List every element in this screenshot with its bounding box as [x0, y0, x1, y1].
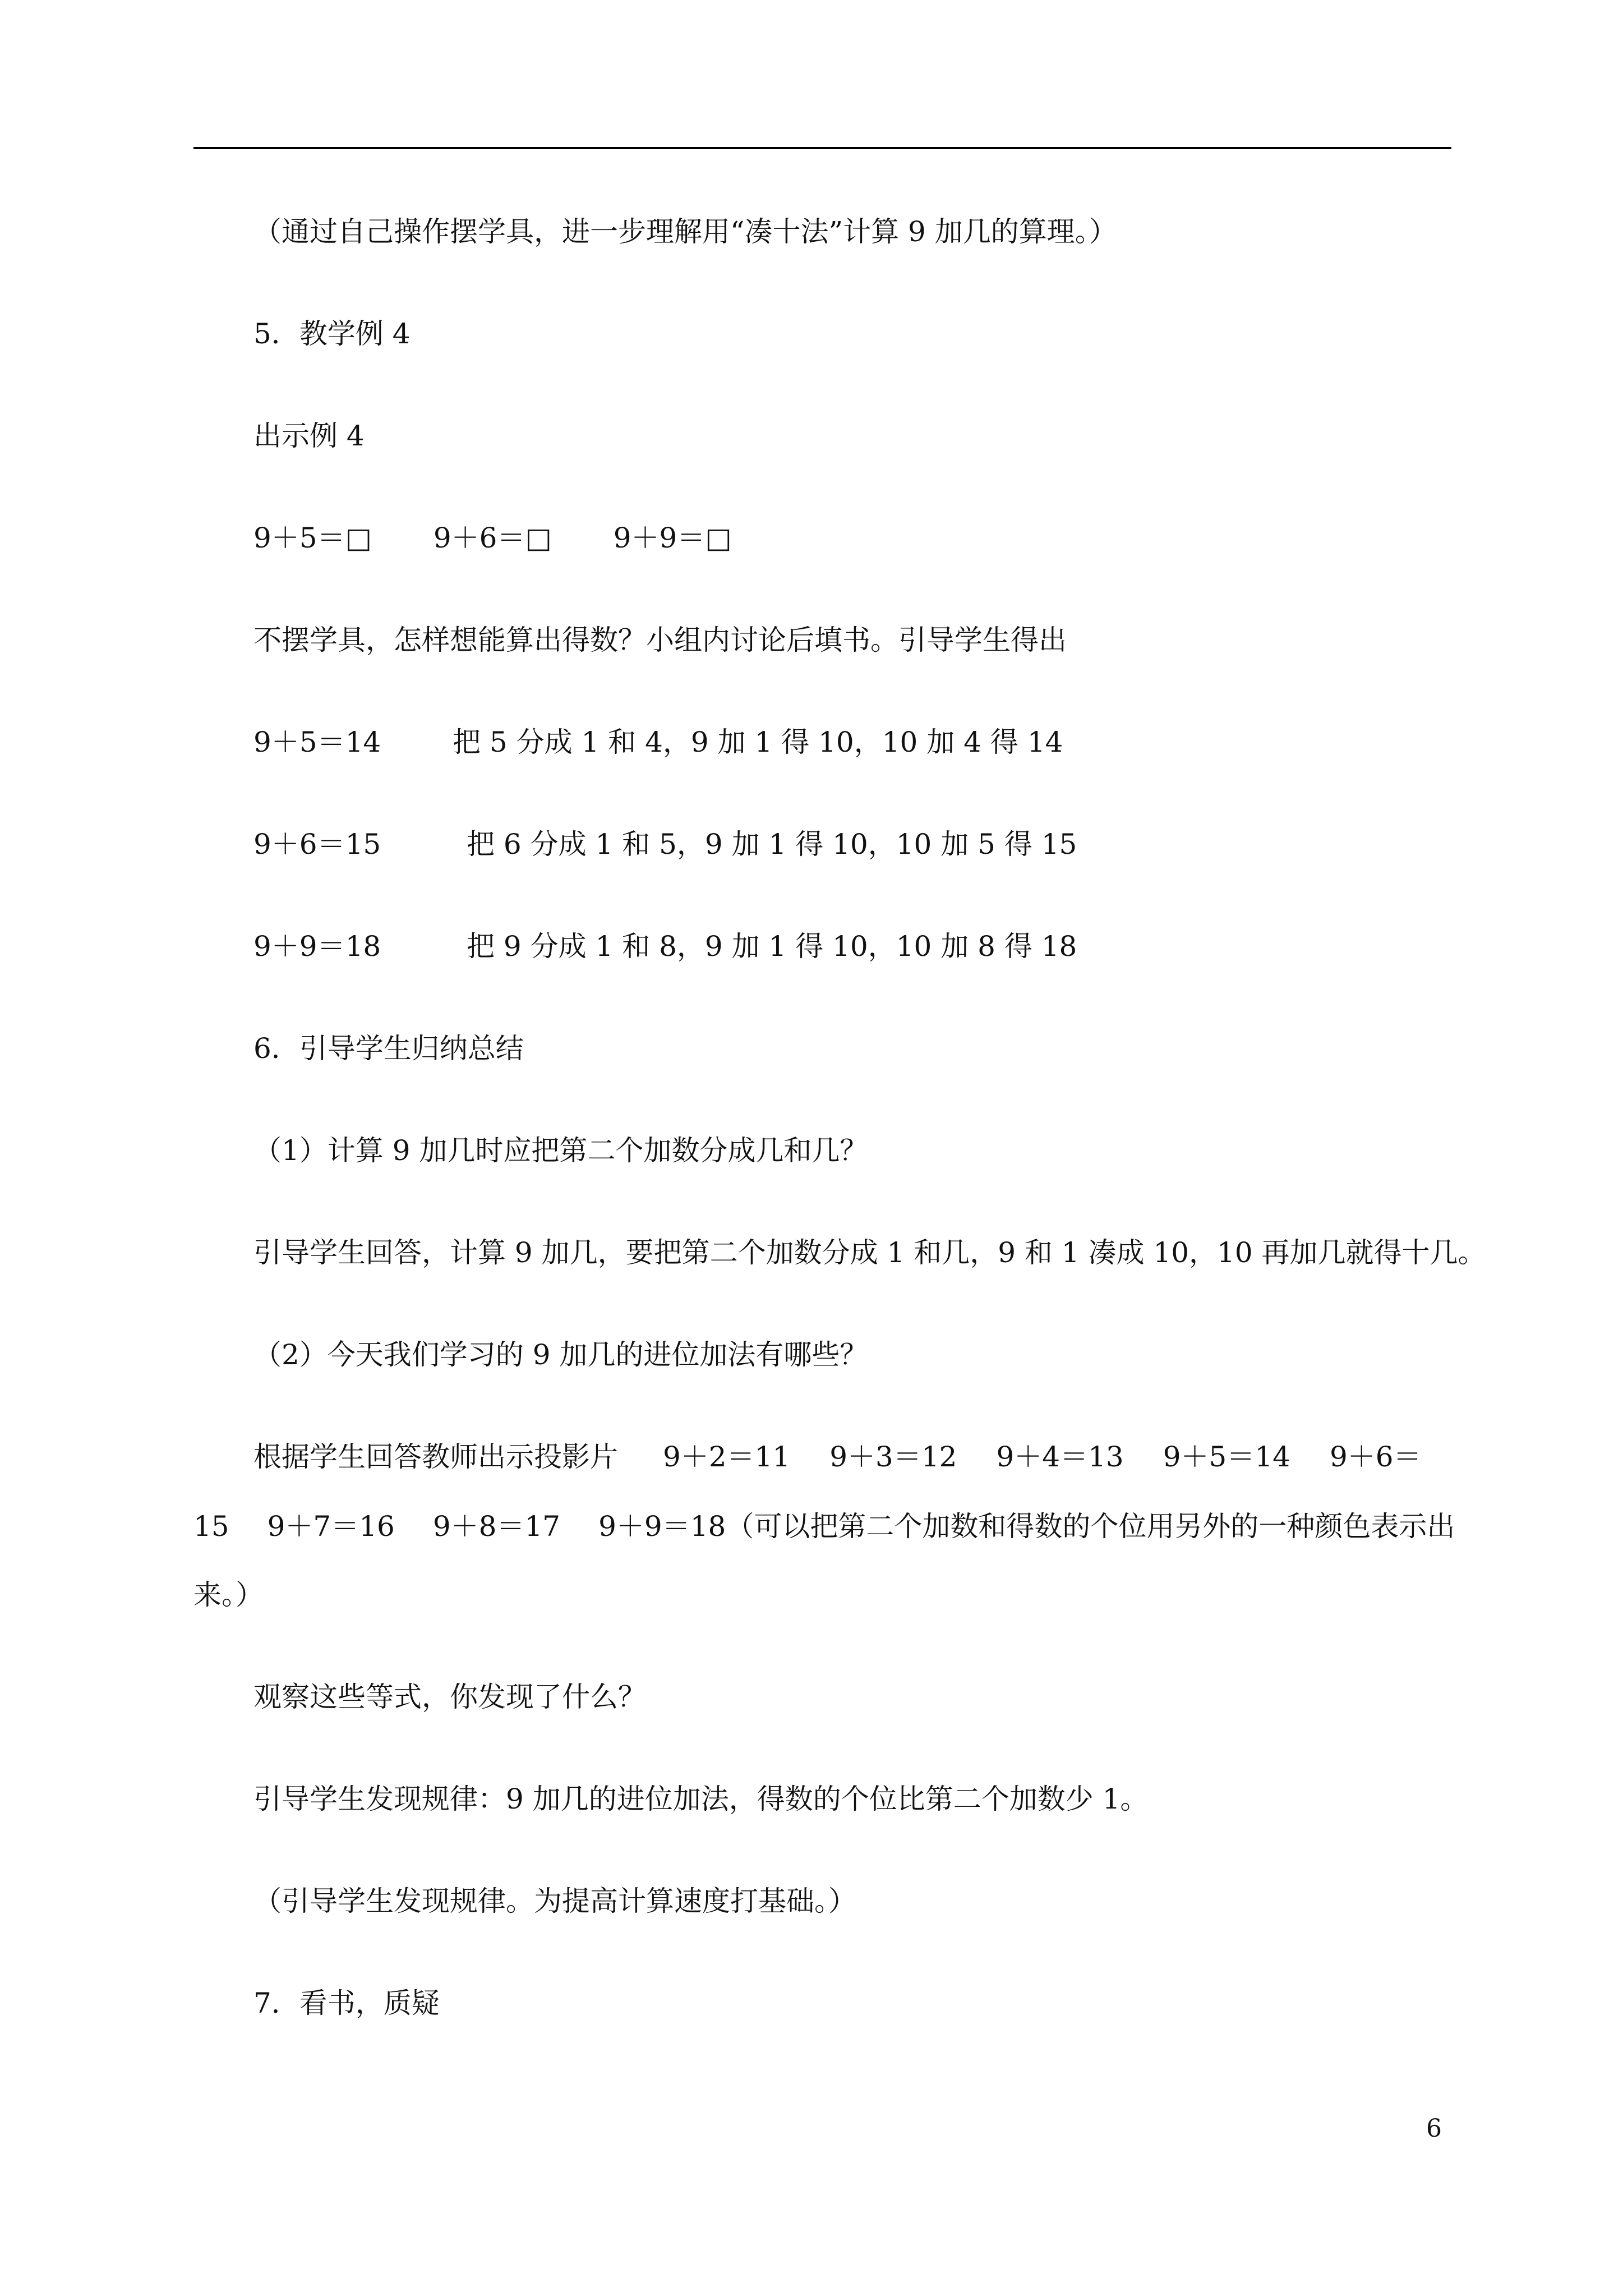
line-text: 引导学生回答，计算 9 加几，要把第二个加数分成 1 和几，9 和 1 凑成 10，10 再加几就得十几。 — [253, 1236, 1486, 1269]
heading-text: 6．引导学生归纳总结 — [253, 1032, 524, 1065]
line-text: 观察这些等式，你发现了什么？ — [253, 1681, 646, 1713]
question-2 — [253, 1335, 868, 1374]
equation: 9＋5＝□ — [253, 522, 372, 554]
heading-text: 5．教学例 4 — [253, 318, 411, 350]
rule-line — [253, 1779, 1148, 1819]
note-text: （通过自己操作摆学具，进一步理解用“凑十法”计算 9 加几的算理。） — [253, 215, 1117, 248]
equation: 9＋3＝12 — [829, 1441, 957, 1473]
note-line-1 — [253, 212, 1117, 251]
equation: 9＋9＝18 — [253, 930, 381, 963]
page-number: 6 — [1426, 2114, 1442, 2143]
projection-line-continued — [193, 1507, 1455, 1546]
equation: 9＋7＝16 — [267, 1510, 395, 1543]
equation-fragment: 15 — [193, 1510, 229, 1543]
answer-1 — [253, 1233, 1486, 1272]
section-heading-6 — [253, 1029, 524, 1068]
equation: 9＋5＝14 — [1163, 1441, 1290, 1473]
question-1 — [253, 1131, 868, 1170]
observe-line — [253, 1677, 646, 1717]
equation: 9＋6＝ — [1330, 1441, 1422, 1473]
equation: 9＋6＝15 — [253, 828, 381, 861]
line-text: 引导学生发现规律：9 加几的进位加法，得数的个位比第二个加数少 1。 — [253, 1783, 1149, 1815]
explanation: 把 6 分成 1 和 5，9 加 1 得 10，10 加 5 得 15 — [467, 828, 1077, 861]
worked-example-3 — [253, 927, 1077, 966]
equation: 9＋8＝17 — [432, 1510, 561, 1543]
line-text: 根据学生回答教师出示投影片 — [253, 1441, 618, 1473]
line-text: （2）今天我们学习的 9 加几的进位加法有哪些？ — [253, 1338, 868, 1371]
equation: 9＋4＝13 — [996, 1441, 1124, 1473]
equation: 9＋2＝11 — [663, 1441, 791, 1473]
projection-line — [253, 1437, 1422, 1476]
note-text: （引导学生发现规律。为提高计算速度打基础。） — [253, 1885, 856, 1917]
line-text: 来。） — [193, 1579, 264, 1611]
equation-with-note: 9＋9＝18（可以把第二个加数和得数的个位用另外的一种颜色表示出 — [598, 1510, 1455, 1543]
heading-text: 7．看书，质疑 — [253, 1987, 440, 2019]
discussion-line — [253, 620, 1067, 660]
equation: 9＋6＝□ — [433, 522, 552, 554]
show-example-line — [253, 416, 365, 455]
projection-line-end — [193, 1575, 264, 1614]
equation-row — [253, 518, 732, 558]
worked-example-2 — [253, 825, 1077, 864]
line-text: 不摆学具，怎样想能算出得数？小组内讨论后填书。引导学生得出 — [253, 624, 1067, 656]
equation: 9＋5＝14 — [253, 726, 381, 758]
line-text: 出示例 4 — [253, 420, 365, 452]
explanation: 把 5 分成 1 和 4，9 加 1 得 10，10 加 4 得 14 — [453, 726, 1063, 758]
note-line-2 — [253, 1881, 856, 1921]
section-heading-5 — [253, 314, 411, 353]
worked-example-1 — [253, 723, 1063, 762]
header-rule — [193, 147, 1451, 149]
line-text: （1）计算 9 加几时应把第二个加数分成几和几？ — [253, 1134, 868, 1167]
section-heading-7 — [253, 1984, 440, 2023]
equation: 9＋9＝□ — [613, 522, 732, 554]
explanation: 把 9 分成 1 和 8，9 加 1 得 10，10 加 8 得 18 — [467, 930, 1077, 963]
